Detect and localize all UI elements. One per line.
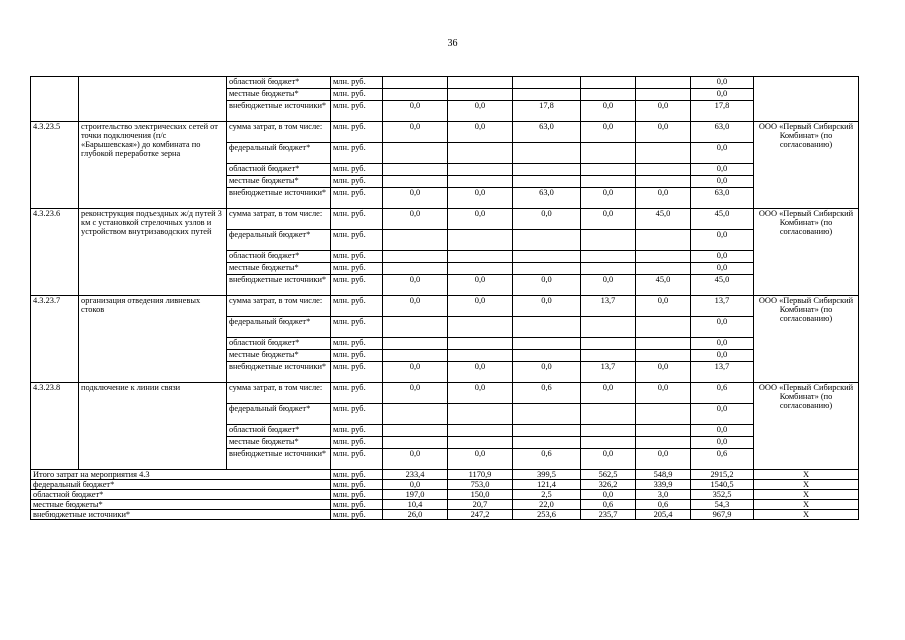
year-value-cell: [383, 164, 448, 176]
funding-source-cell: сумма затрат, в том числе:: [227, 122, 331, 143]
year-value-cell: 0,0: [448, 209, 513, 230]
year-value-cell: [448, 317, 513, 338]
year-value-cell: 17,8: [513, 101, 581, 122]
unit-cell: млн. руб.: [331, 251, 383, 263]
year-value-cell: [513, 230, 581, 251]
funding-source-cell: внебюджетные источники*: [227, 449, 331, 470]
year-value-cell: 0,0: [513, 209, 581, 230]
year-value-cell: [513, 350, 581, 362]
year-value-cell: 0,0: [636, 122, 691, 143]
year-value-cell: 2,5: [513, 490, 581, 500]
unit-cell: млн. руб.: [331, 500, 383, 510]
year-value-cell: [581, 317, 636, 338]
funding-source-cell: федеральный бюджет*: [227, 230, 331, 251]
year-value-cell: [448, 350, 513, 362]
budget-table: [30, 76, 859, 520]
year-value-cell: 45,0: [636, 209, 691, 230]
funding-source-cell: областной бюджет*: [227, 164, 331, 176]
table-row: [31, 296, 859, 317]
year-value-cell: 0,0: [383, 480, 448, 490]
year-value-cell: 1170,9: [448, 470, 513, 480]
executor-x-cell: X: [754, 510, 859, 520]
total-cell: 0,0: [691, 251, 754, 263]
year-value-cell: 0,0: [513, 362, 581, 383]
year-value-cell: 0,0: [581, 209, 636, 230]
total-cell: 45,0: [691, 275, 754, 296]
year-value-cell: 326,2: [581, 480, 636, 490]
year-value-cell: [581, 425, 636, 437]
year-value-cell: [513, 251, 581, 263]
table-row: [31, 209, 859, 230]
year-value-cell: [513, 164, 581, 176]
total-cell: 45,0: [691, 209, 754, 230]
year-value-cell: [581, 143, 636, 164]
funding-source-cell: местные бюджеты*: [227, 176, 331, 188]
measure-code-cell: 4.3.23.8: [31, 383, 79, 470]
unit-cell: млн. руб.: [331, 338, 383, 350]
funding-source-cell: местные бюджеты*: [227, 350, 331, 362]
measure-name-cell: подключение к линии связи: [79, 383, 227, 470]
unit-cell: млн. руб.: [331, 77, 383, 89]
funding-source-cell: внебюджетные источники*: [227, 188, 331, 209]
year-value-cell: [581, 230, 636, 251]
year-value-cell: 150,0: [448, 490, 513, 500]
year-value-cell: 0,0: [448, 296, 513, 317]
totals-label-cell: местные бюджеты*: [31, 500, 331, 510]
executor-x-cell: X: [754, 480, 859, 490]
funding-source-cell: федеральный бюджет*: [227, 317, 331, 338]
year-value-cell: 0,0: [581, 383, 636, 404]
year-value-cell: [636, 338, 691, 350]
year-value-cell: 0,0: [636, 383, 691, 404]
year-value-cell: 0,0: [383, 275, 448, 296]
total-cell: 0,0: [691, 164, 754, 176]
unit-cell: млн. руб.: [331, 164, 383, 176]
year-value-cell: 22,0: [513, 500, 581, 510]
year-value-cell: 339,9: [636, 480, 691, 490]
unit-cell: млн. руб.: [331, 122, 383, 143]
year-value-cell: [513, 263, 581, 275]
year-value-cell: [448, 437, 513, 449]
year-value-cell: 0,0: [448, 188, 513, 209]
unit-cell: млн. руб.: [331, 275, 383, 296]
page-number: 36: [447, 38, 458, 49]
total-cell: 2915,2: [691, 470, 754, 480]
year-value-cell: [448, 77, 513, 89]
unit-cell: млн. руб.: [331, 176, 383, 188]
executor-cell: ООО «Первый Сибирский Комбинат» (по согласованию): [754, 122, 859, 209]
year-value-cell: [636, 437, 691, 449]
year-value-cell: 197,0: [383, 490, 448, 500]
year-value-cell: 63,0: [513, 188, 581, 209]
year-value-cell: [581, 437, 636, 449]
year-value-cell: 0,0: [636, 188, 691, 209]
total-cell: 967,9: [691, 510, 754, 520]
unit-cell: млн. руб.: [331, 437, 383, 449]
year-value-cell: [636, 251, 691, 263]
year-value-cell: 0,0: [581, 122, 636, 143]
year-value-cell: [448, 425, 513, 437]
year-value-cell: 0,0: [581, 275, 636, 296]
year-value-cell: 0,0: [581, 449, 636, 470]
year-value-cell: [513, 77, 581, 89]
total-cell: 1540,5: [691, 480, 754, 490]
measure-name-cell: организация отведения ливневых стоков: [79, 296, 227, 383]
year-value-cell: 13,7: [581, 362, 636, 383]
year-value-cell: [581, 338, 636, 350]
totals-row: [31, 500, 859, 510]
year-value-cell: [581, 164, 636, 176]
year-value-cell: [448, 164, 513, 176]
year-value-cell: 0,0: [383, 296, 448, 317]
year-value-cell: [383, 338, 448, 350]
totals-row: [31, 510, 859, 520]
measure-name-cell: [79, 77, 227, 122]
year-value-cell: 121,4: [513, 480, 581, 490]
year-value-cell: [383, 404, 448, 425]
measure-name-cell: строительство электрических сетей от точки подключения (п/с «Барышевская») до комбината по глубокой переработке зерна: [79, 122, 227, 209]
funding-source-cell: местные бюджеты*: [227, 263, 331, 275]
year-value-cell: [636, 176, 691, 188]
year-value-cell: [383, 251, 448, 263]
measure-code-cell: 4.3.23.6: [31, 209, 79, 296]
year-value-cell: 0,0: [448, 449, 513, 470]
totals-row: [31, 490, 859, 500]
total-cell: 13,7: [691, 362, 754, 383]
year-value-cell: 0,0: [636, 449, 691, 470]
totals-label-cell: федеральный бюджет*: [31, 480, 331, 490]
year-value-cell: [448, 404, 513, 425]
total-cell: 0,0: [691, 143, 754, 164]
measure-code-cell: 4.3.23.5: [31, 122, 79, 209]
year-value-cell: [636, 425, 691, 437]
year-value-cell: [513, 89, 581, 101]
year-value-cell: [448, 176, 513, 188]
year-value-cell: 0,0: [513, 296, 581, 317]
year-value-cell: [636, 77, 691, 89]
year-value-cell: [636, 404, 691, 425]
funding-source-cell: федеральный бюджет*: [227, 404, 331, 425]
table-row: [31, 383, 859, 404]
totals-label-cell: областной бюджет*: [31, 490, 331, 500]
year-value-cell: [513, 425, 581, 437]
year-value-cell: [383, 437, 448, 449]
year-value-cell: [581, 263, 636, 275]
year-value-cell: [513, 143, 581, 164]
table-row: [31, 77, 859, 89]
total-cell: 0,0: [691, 404, 754, 425]
total-cell: 63,0: [691, 188, 754, 209]
funding-source-cell: областной бюджет*: [227, 77, 331, 89]
total-cell: 0,0: [691, 437, 754, 449]
year-value-cell: [636, 164, 691, 176]
year-value-cell: 10,4: [383, 500, 448, 510]
year-value-cell: 0,0: [581, 101, 636, 122]
year-value-cell: [383, 77, 448, 89]
unit-cell: млн. руб.: [331, 383, 383, 404]
executor-x-cell: X: [754, 470, 859, 480]
unit-cell: млн. руб.: [331, 470, 383, 480]
total-cell: 0,6: [691, 449, 754, 470]
year-value-cell: 753,0: [448, 480, 513, 490]
year-value-cell: 253,6: [513, 510, 581, 520]
budget-table-body: [31, 77, 859, 520]
unit-cell: млн. руб.: [331, 362, 383, 383]
year-value-cell: 0,0: [581, 188, 636, 209]
funding-source-cell: внебюджетные источники*: [227, 101, 331, 122]
year-value-cell: 0,0: [448, 362, 513, 383]
funding-source-cell: областной бюджет*: [227, 251, 331, 263]
unit-cell: млн. руб.: [331, 143, 383, 164]
year-value-cell: 0,0: [383, 101, 448, 122]
unit-cell: млн. руб.: [331, 449, 383, 470]
total-cell: 63,0: [691, 122, 754, 143]
measure-code-cell: [31, 77, 79, 122]
year-value-cell: 562,5: [581, 470, 636, 480]
total-cell: 0,0: [691, 89, 754, 101]
year-value-cell: 45,0: [636, 275, 691, 296]
year-value-cell: [448, 230, 513, 251]
year-value-cell: [383, 89, 448, 101]
year-value-cell: 205,4: [636, 510, 691, 520]
funding-source-cell: областной бюджет*: [227, 425, 331, 437]
year-value-cell: 235,7: [581, 510, 636, 520]
year-value-cell: 63,0: [513, 122, 581, 143]
year-value-cell: [581, 350, 636, 362]
total-cell: 0,0: [691, 77, 754, 89]
total-cell: 0,0: [691, 263, 754, 275]
year-value-cell: [383, 263, 448, 275]
total-cell: 17,8: [691, 101, 754, 122]
funding-source-cell: сумма затрат, в том числе:: [227, 383, 331, 404]
totals-label-cell: Итого затрат на мероприятия 4.3: [31, 470, 331, 480]
totals-label-cell: внебюджетные источники*: [31, 510, 331, 520]
year-value-cell: [513, 317, 581, 338]
year-value-cell: 3,0: [636, 490, 691, 500]
unit-cell: млн. руб.: [331, 480, 383, 490]
unit-cell: млн. руб.: [331, 101, 383, 122]
total-cell: 0,0: [691, 176, 754, 188]
unit-cell: млн. руб.: [331, 404, 383, 425]
year-value-cell: 13,7: [581, 296, 636, 317]
year-value-cell: [581, 176, 636, 188]
executor-cell: [754, 77, 859, 122]
funding-source-cell: федеральный бюджет*: [227, 143, 331, 164]
year-value-cell: 0,0: [383, 188, 448, 209]
year-value-cell: 0,0: [448, 122, 513, 143]
year-value-cell: [513, 338, 581, 350]
total-cell: 352,5: [691, 490, 754, 500]
unit-cell: млн. руб.: [331, 188, 383, 209]
executor-cell: ООО «Первый Сибирский Комбинат» (по согласованию): [754, 296, 859, 383]
year-value-cell: [448, 89, 513, 101]
executor-cell: ООО «Первый Сибирский Комбинат» (по согласованию): [754, 209, 859, 296]
year-value-cell: 0,6: [636, 500, 691, 510]
total-cell: 54,3: [691, 500, 754, 510]
year-value-cell: [636, 263, 691, 275]
year-value-cell: 0,6: [581, 500, 636, 510]
year-value-cell: 399,5: [513, 470, 581, 480]
year-value-cell: 0,6: [513, 449, 581, 470]
measure-code-cell: 4.3.23.7: [31, 296, 79, 383]
year-value-cell: 0,0: [636, 101, 691, 122]
executor-x-cell: X: [754, 490, 859, 500]
year-value-cell: 0,0: [448, 275, 513, 296]
year-value-cell: [581, 251, 636, 263]
year-value-cell: 0,0: [513, 275, 581, 296]
year-value-cell: 26,0: [383, 510, 448, 520]
year-value-cell: [448, 251, 513, 263]
year-value-cell: [636, 143, 691, 164]
year-value-cell: 548,9: [636, 470, 691, 480]
year-value-cell: 0,0: [636, 296, 691, 317]
executor-cell: ООО «Первый Сибирский Комбинат» (по согласованию): [754, 383, 859, 470]
year-value-cell: [383, 425, 448, 437]
unit-cell: млн. руб.: [331, 263, 383, 275]
year-value-cell: 0,0: [448, 101, 513, 122]
measure-name-cell: реконструкция подъездных ж/д путей 3 км с установкой стрелочных узлов и устройством внутризаводских путей: [79, 209, 227, 296]
year-value-cell: 0,0: [383, 383, 448, 404]
funding-source-cell: местные бюджеты*: [227, 437, 331, 449]
year-value-cell: 20,7: [448, 500, 513, 510]
unit-cell: млн. руб.: [331, 296, 383, 317]
year-value-cell: 247,2: [448, 510, 513, 520]
year-value-cell: [383, 143, 448, 164]
year-value-cell: [513, 404, 581, 425]
totals-row: [31, 480, 859, 490]
funding-source-cell: местные бюджеты*: [227, 89, 331, 101]
year-value-cell: 0,0: [581, 490, 636, 500]
year-value-cell: [581, 77, 636, 89]
year-value-cell: [448, 263, 513, 275]
funding-source-cell: сумма затрат, в том числе:: [227, 296, 331, 317]
year-value-cell: [383, 176, 448, 188]
year-value-cell: [636, 350, 691, 362]
unit-cell: млн. руб.: [331, 209, 383, 230]
unit-cell: млн. руб.: [331, 317, 383, 338]
unit-cell: млн. руб.: [331, 490, 383, 500]
year-value-cell: 0,0: [448, 383, 513, 404]
year-value-cell: [513, 437, 581, 449]
unit-cell: млн. руб.: [331, 89, 383, 101]
year-value-cell: [383, 350, 448, 362]
year-value-cell: [448, 143, 513, 164]
total-cell: 0,0: [691, 338, 754, 350]
year-value-cell: [636, 317, 691, 338]
funding-source-cell: внебюджетные источники*: [227, 362, 331, 383]
total-cell: 0,0: [691, 230, 754, 251]
year-value-cell: [383, 230, 448, 251]
year-value-cell: 233,4: [383, 470, 448, 480]
total-cell: 13,7: [691, 296, 754, 317]
year-value-cell: [581, 89, 636, 101]
unit-cell: млн. руб.: [331, 230, 383, 251]
year-value-cell: [636, 89, 691, 101]
year-value-cell: 0,6: [513, 383, 581, 404]
table-row: [31, 122, 859, 143]
year-value-cell: 0,0: [383, 449, 448, 470]
year-value-cell: [383, 317, 448, 338]
year-value-cell: 0,0: [636, 362, 691, 383]
total-cell: 0,0: [691, 317, 754, 338]
unit-cell: млн. руб.: [331, 350, 383, 362]
unit-cell: млн. руб.: [331, 425, 383, 437]
totals-row: [31, 470, 859, 480]
year-value-cell: 0,0: [383, 122, 448, 143]
funding-source-cell: областной бюджет*: [227, 338, 331, 350]
year-value-cell: [513, 176, 581, 188]
funding-source-cell: сумма затрат, в том числе:: [227, 209, 331, 230]
year-value-cell: [636, 230, 691, 251]
total-cell: 0,0: [691, 350, 754, 362]
year-value-cell: 0,0: [383, 209, 448, 230]
year-value-cell: [581, 404, 636, 425]
year-value-cell: 0,0: [383, 362, 448, 383]
total-cell: 0,6: [691, 383, 754, 404]
executor-x-cell: X: [754, 500, 859, 510]
year-value-cell: [448, 338, 513, 350]
unit-cell: млн. руб.: [331, 510, 383, 520]
total-cell: 0,0: [691, 425, 754, 437]
funding-source-cell: внебюджетные источники*: [227, 275, 331, 296]
